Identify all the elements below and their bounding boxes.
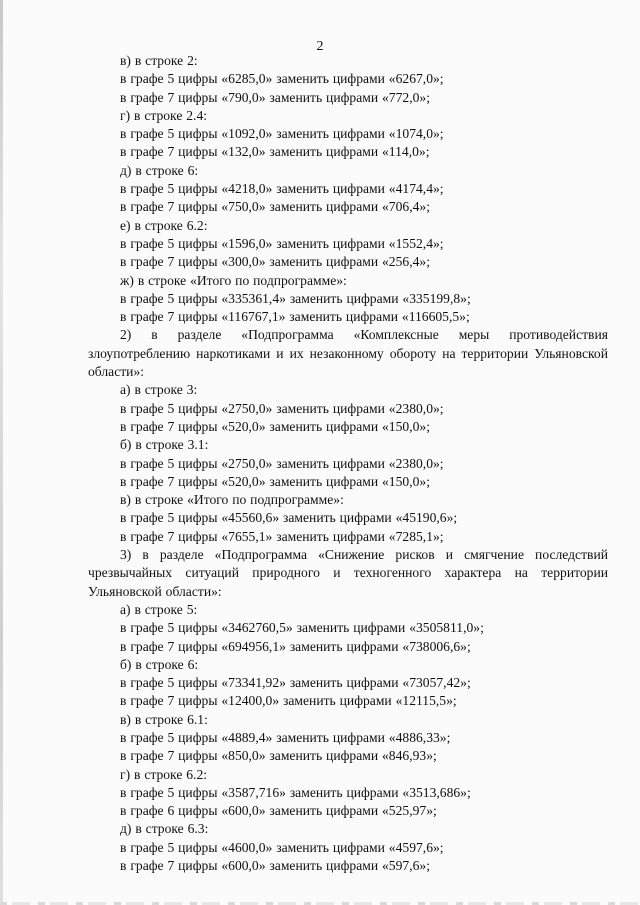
document-line: в графе 7 цифры «7655,1» заменить цифрами «7285,1»; <box>120 528 444 544</box>
document-line: в) в строке «Итого по подпрограмме»: <box>120 492 344 508</box>
document-line: в графе 5 цифры «1596,0» заменить цифрами «1552,4»; <box>120 235 444 251</box>
document-line: в графе 7 цифры «790,0» заменить цифрами «772,0»; <box>120 89 430 105</box>
document-line: а) в строке 3: <box>120 382 198 398</box>
document-line: а) в строке 5: <box>120 601 198 617</box>
document-line: в графе 7 цифры «300,0» заменить цифрами «256,4»; <box>120 254 430 270</box>
document-line: в графе 6 цифры «600,0» заменить цифрами «525,97»; <box>120 803 437 819</box>
document-line: в графе 7 цифры «132,0» заменить цифрами «114,0»; <box>120 144 430 160</box>
document-line: в графе 5 цифры «6285,0» заменить цифрами «6267,0»; <box>120 71 444 87</box>
document-line: в графе 7 цифры «600,0» заменить цифрами «597,6»; <box>120 858 430 874</box>
document-line: в графе 7 цифры «116767,1» заменить цифрами «116605,5»; <box>120 309 470 325</box>
document-line: в графе 5 цифры «335361,4» заменить цифрами «335199,8»; <box>120 290 471 306</box>
document-line: в графе 5 цифры «1092,0» заменить цифрами «1074,0»; <box>120 126 444 142</box>
document-line: в графе 7 цифры «12400,0» заменить цифрами «12115,5»; <box>120 693 457 709</box>
document-line: в графе 5 цифры «2750,0» заменить цифрами «2380,0»; <box>120 400 444 416</box>
document-line: д) в строке 6: <box>120 162 199 178</box>
document-line: в графе 5 цифры «4600,0» заменить цифрами «4597,6»; <box>120 839 444 855</box>
document-line: б) в строке 3.1: <box>120 437 209 453</box>
scan-edge <box>0 0 3 905</box>
document-line: в графе 5 цифры «3587,716» заменить цифрами «3513,686»; <box>120 784 471 800</box>
document-line: в графе 5 цифры «4889,4» заменить цифрами «4886,33»; <box>120 729 451 745</box>
document-line: ж) в строке «Итого по подпрограмме»: <box>120 272 347 288</box>
page-number: 2 <box>316 39 324 54</box>
document-line: в графе 7 цифры «850,0» заменить цифрами «846,93»; <box>120 748 437 764</box>
document-paragraph: 2) в разделе «Подпрограмма «Комплексные меры противодействия злоупотреблению наркотиками и их незаконному обороту на территории Ульяновской области»: <box>88 327 608 380</box>
document-body <box>88 52 608 875</box>
document-line: в графе 5 цифры «2750,0» заменить цифрами «2380,0»; <box>120 455 444 471</box>
document-line: в графе 7 цифры «520,0» заменить цифрами «150,0»; <box>120 473 430 489</box>
document-line: в графе 5 цифры «73341,92» заменить цифрами «73057,42»; <box>120 675 471 691</box>
document-line: д) в строке 6.3: <box>120 821 209 837</box>
document-line: в) в строке 6.1: <box>120 711 208 727</box>
document-line: г) в строке 6.2: <box>120 766 208 782</box>
document-line: в) в строке 2: <box>120 53 198 68</box>
document-line: в графе 7 цифры «520,0» заменить цифрами «150,0»; <box>120 418 430 434</box>
document-line: в графе 5 цифры «4218,0» заменить цифрами «4174,4»; <box>120 181 444 197</box>
document-line: б) в строке 6: <box>120 656 199 672</box>
document-line: в графе 7 цифры «694956,1» заменить цифрами «738006,6»; <box>120 638 471 654</box>
document-line: е) в строке 6.2: <box>120 217 208 233</box>
document-line: в графе 5 цифры «45560,6» заменить цифрами «45190,6»; <box>120 510 458 526</box>
document-line: в графе 7 цифры «750,0» заменить цифрами «706,4»; <box>120 199 430 215</box>
document-paragraph: 3) в разделе «Подпрограмма «Снижение рисков и смягчение последствий чрезвычайных ситуаций природного и техногенного характера на территории Ульяновской области»: <box>88 547 608 599</box>
document-line: в графе 5 цифры «3462760,5» заменить цифрами «3505811,0»; <box>120 620 484 636</box>
document-line: г) в строке 2.4: <box>120 107 208 123</box>
